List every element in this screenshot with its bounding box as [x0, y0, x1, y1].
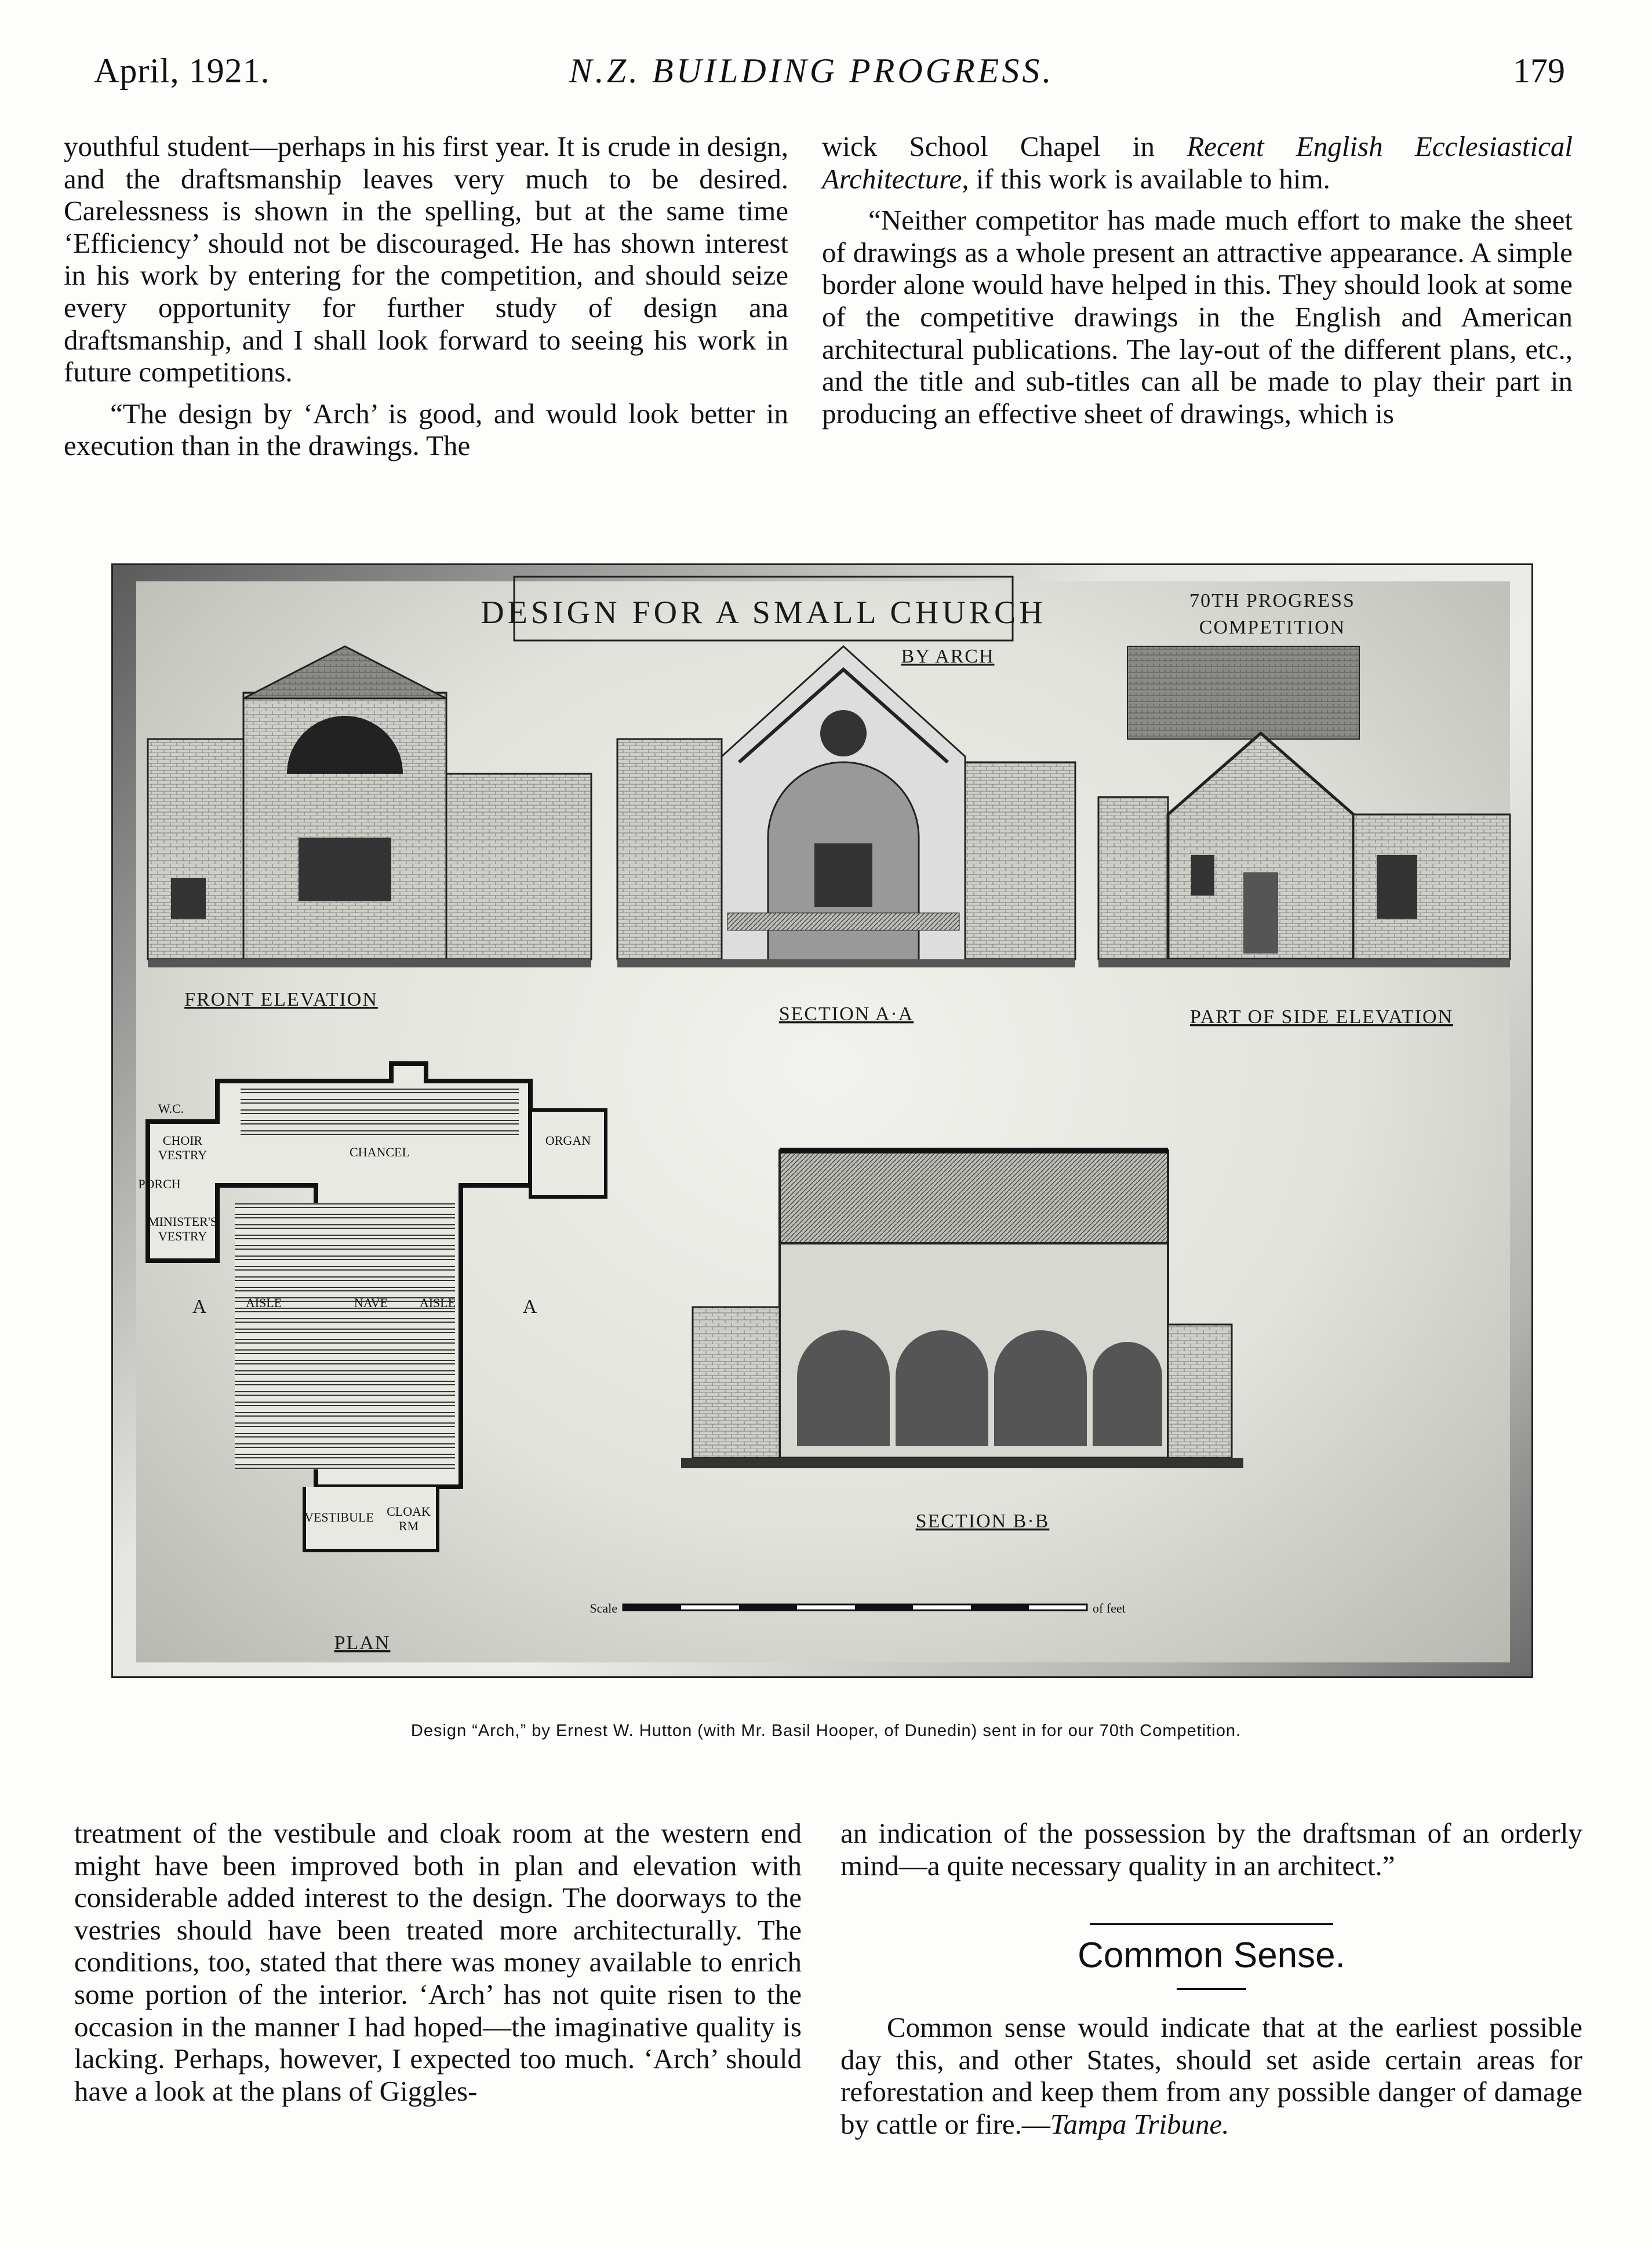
label-wc: W.C. — [158, 1101, 184, 1116]
short-rule — [1177, 1988, 1246, 1990]
publication-title: N.Z. BUILDING PROGRESS. — [569, 52, 1054, 90]
paragraph: treatment of the vestibule and cloak room at the western end might have been improved both in plan and elevation with considerable added interest to the design. The doorways to the vestries should have been treated more architecturally. The conditions, too, stated that there was money available to enrich some portion of the interior. ‘Arch’ has not quite risen to the occasion in the manner I had hoped—the imaginative quality is lacking. Perhaps, however, I expected too much. ‘Arch’ should have a look at the plans of Giggles- — [74, 1817, 802, 2107]
floor-plan — [138, 1064, 606, 1654]
text-run: Common sense would indicate that at the earliest possible day this, and other States, should set aside certain areas for reforestation and keep them from any possible danger of damage by cattle or fire.— — [840, 2011, 1582, 2140]
figure-caption: Design “Arch,” by Ernest W. Hutton (with Mr. Basil Hooper, of Dunedin) sent in for our 70th Competition. — [410, 1722, 1242, 1740]
label-nave: NAVE — [354, 1295, 388, 1310]
section-aa — [617, 646, 1075, 1025]
label-porch: PORCH — [138, 1177, 181, 1191]
label-cloak: CLOAK — [387, 1504, 431, 1519]
competition-label-1: 70TH PROGRESS — [1189, 590, 1355, 612]
competition-label-2: COMPETITION — [1199, 617, 1346, 638]
decorative-rule — [1090, 1923, 1333, 1925]
side-elevation — [1098, 646, 1510, 1028]
text-run: wick School Chapel in — [822, 130, 1187, 162]
running-header — [58, 45, 1565, 97]
front-elevation — [148, 646, 591, 1010]
drawing-title: DESIGN FOR A SMALL CHURCH — [481, 595, 1046, 631]
book-title: Recent English Ecclesiastical Architecture, — [822, 130, 1573, 195]
scale-label: Scale — [590, 1601, 617, 1615]
label-organ: ORGAN — [545, 1133, 591, 1148]
common-sense-column — [840, 2011, 1582, 2140]
section-bb — [681, 1151, 1243, 1532]
paragraph — [840, 2011, 1582, 2140]
label-a-right: A — [522, 1296, 538, 1318]
label-section-bb: SECTION B·B — [915, 1511, 1050, 1532]
scale-bar — [590, 1601, 1125, 1615]
top-left-column — [64, 130, 788, 462]
label-aisle-left: AISLE — [245, 1295, 282, 1310]
label-a-left: A — [192, 1296, 208, 1318]
text-run: if this work is available to him. — [969, 162, 1330, 195]
source-citation: Tampa Tribune. — [1050, 2108, 1229, 2140]
label-front-elevation: FRONT ELEVATION — [184, 989, 378, 1010]
paragraph — [822, 130, 1573, 195]
label-side-elevation: PART OF SIDE ELEVATION — [1189, 1006, 1454, 1028]
label-aisle-right: AISLE — [419, 1295, 456, 1310]
label-choir: CHOIR — [162, 1133, 203, 1148]
label-ministers: MINISTER'S — [147, 1214, 218, 1229]
paragraph: “Neither competitor has made much effort to make the sheet of drawings as a whole present an attractive appearance. A simple border alone would have helped in this. They should look at some of the competitive drawings in the English and American architectural publications. The lay-out of the different plans, etc., and the title and sub-titles can all be made to play their part in producing an effective sheet of drawings, which is — [822, 204, 1573, 430]
paragraph: “The design by ‘Arch’ is good, and would look better in execution than in the drawings. The — [64, 397, 788, 462]
scale-unit: of feet — [1093, 1601, 1126, 1615]
label-chancel: CHANCEL — [350, 1145, 410, 1159]
church-design-drawing — [111, 563, 1533, 1678]
issue-date: April, 1921. — [94, 52, 270, 90]
label-section-aa: SECTION A·A — [778, 1003, 914, 1025]
page-number: 179 — [1513, 52, 1565, 90]
top-right-column — [822, 130, 1573, 430]
drawing-author: BY ARCH — [901, 646, 995, 667]
label-cloak-rm: RM — [398, 1519, 419, 1533]
paragraph: youthful student—perhaps in his first year. It is crude in design, and the draftsmanship leaves very much to be desired. Carelessness is shown in the spelling, but at the same time ‘Efficiency’ should not be discouraged. He has shown interest in his work by entering for the competition, and should seize every opportunity for further study of design ana draftsmanship, and I shall look forward to seeing his work in future competitions. — [64, 130, 788, 388]
label-plan: PLAN — [334, 1632, 391, 1654]
bottom-right-column — [840, 1817, 1582, 1882]
paragraph: an indication of the possession by the draftsman of an orderly mind—a quite necessary quality in an architect.” — [840, 1817, 1582, 1882]
section-heading: Common Sense. — [1078, 1935, 1345, 1975]
label-vestibule: VESTIBULE — [304, 1510, 374, 1524]
label-ministers-vestry: VESTRY — [158, 1229, 208, 1243]
bottom-left-column — [74, 1817, 802, 2107]
label-choir-vestry: VESTRY — [158, 1148, 208, 1162]
drawing-svg — [113, 565, 1533, 1678]
